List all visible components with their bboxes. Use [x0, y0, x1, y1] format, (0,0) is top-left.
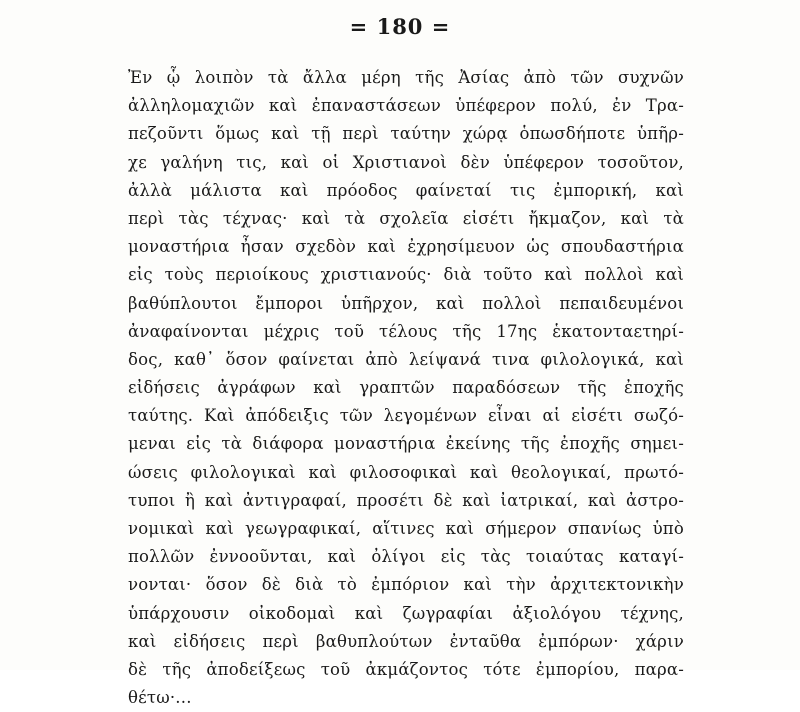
text-line: νομικαὶ καὶ γεωγραφικαί, αἵτινες καὶ σήμερον σπανίως ὑπὸ — [128, 519, 684, 538]
text-line: μεναι εἰς τὰ διάφορα μοναστήρια ἐκείνης τῆς ἐποχῆς σημει- — [128, 434, 684, 454]
text-line: ἀναφαίνονται μέχρις τοῦ τέλους τῆς 17ης ἑκατονταετηρί- — [128, 321, 684, 341]
text-line: νονται· ὅσον δὲ διὰ τὸ ἐμπόριον καὶ τὴν ἀρχιτεκτονικὴν — [128, 575, 684, 595]
text-line: τυποι ἢ καὶ ἀντιγραφαί, προσέτι δὲ καὶ ἰατρικαί, καὶ ἀστρο- — [128, 490, 684, 510]
text-line: ὑπάρχουσιν οἰκοδομαὶ καὶ ζωγραφίαι ἀξιολόγου τέχνης, — [128, 603, 684, 623]
text-line: μοναστήρια ἦσαν σχεδὸν καὶ ἐχρησίμευον ὡς σπουδαστήρια — [128, 237, 684, 257]
text-line: ταύτης. Καὶ ἀπόδειξις τῶν λεγομένων εἶναι αἱ εἰσέτι σωζό- — [128, 406, 684, 426]
text-line: δὲ τῆς ἀποδείξεως τοῦ ἀκμάζοντος τότε ἐμπορίου, παρα- — [128, 659, 684, 679]
text-line: πεζοῦντι ὅμως καὶ τῇ περὶ ταύτην χώρᾳ ὁπωσδήποτε ὑπῆρ- — [128, 124, 684, 144]
text-line: εἰδήσεις ἀγράφων καὶ γραπτῶν παραδόσεων τῆς ἐποχῆς — [128, 378, 684, 398]
text-line: θέτω·... — [128, 688, 192, 708]
text-line: πολλῶν ἐννοοῦνται, καὶ ὀλίγοι εἰς τὰς τοιαύτας καταγί- — [128, 547, 684, 567]
text-line: ἀλληλομαχιῶν καὶ ἐπαναστάσεων ὑπέφερον πολύ, ἐν Τρα- — [128, 96, 684, 116]
body-text — [128, 64, 684, 712]
text-line: ώσεις φιλολογικαὶ καὶ φιλοσοφικαὶ καὶ θεολογικαί, πρωτό- — [128, 462, 684, 482]
text-line: δος, καθ᾽ ὅσον φαίνεται ἀπὸ λείψανά τινα φιλολογικά, καὶ — [128, 349, 684, 369]
text-line: καὶ εἰδήσεις περὶ βαθυπλούτων ἐνταῦθα ἐμπόρων· χάριν — [128, 631, 684, 651]
text-line: εἰς τοὺς περιοίκους χριστιανούς· διὰ τοῦτο καὶ πολλοὶ καὶ — [128, 265, 684, 285]
page-number: = 180 = — [349, 14, 451, 39]
text-line: περὶ τὰς τέχνας· καὶ τὰ σχολεῖα εἰσέτι ἤκμαζον, καὶ τὰ — [128, 208, 684, 228]
text-line: ἀλλὰ μάλιστα καὶ πρόοδος φαίνεταί τις ἐμπορική, καὶ — [128, 180, 684, 200]
text-line: Ἐν ᾧ λοιπὸν τὰ ἄλλα μέρη τῆς Ἀσίας ἀπὸ τῶν συχνῶν — [128, 68, 684, 87]
text-line: βαθύπλουτοι ἔμποροι ὑπῆρχον, καὶ πολλοὶ πεπαιδευμένοι — [128, 293, 684, 313]
text-line: χε γαλήνη τις, καὶ οἱ Χριστιανοὶ δὲν ὑπέφερον τοσοῦτον, — [128, 152, 684, 172]
